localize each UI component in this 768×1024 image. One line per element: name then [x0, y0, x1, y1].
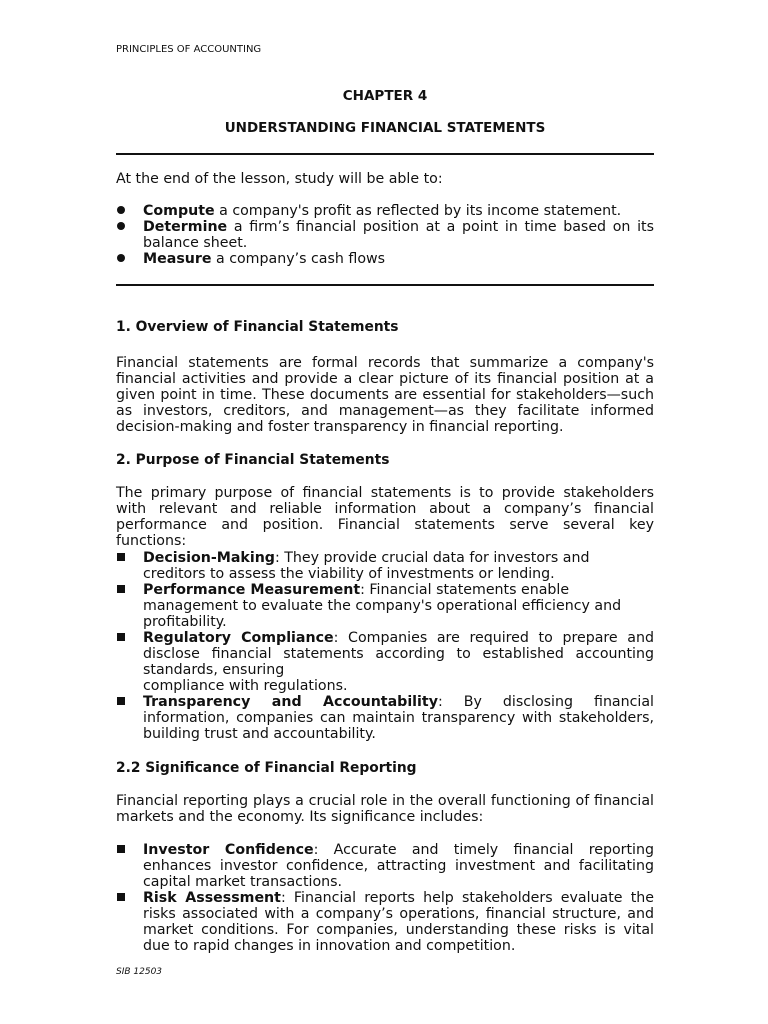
objective-term: Measure	[143, 251, 212, 267]
bullet-icon	[117, 222, 125, 230]
item-term: Regulatory Compliance	[143, 630, 334, 646]
section-paragraph: The primary purpose of financial statements is to provide stakeholders with relevant and reliable information about a company’s financial performance and position. Financial statements serve several key functions:	[116, 485, 654, 549]
section-heading: 2.2 Significance of Financial Reporting	[116, 760, 417, 776]
bullet-icon	[117, 206, 125, 214]
objective-text: a company’s cash flows	[211, 251, 385, 267]
list-item	[116, 890, 654, 954]
objective-term: Determine	[143, 219, 228, 235]
bullet-icon	[117, 254, 125, 262]
square-bullet-icon	[117, 553, 125, 561]
list-item	[116, 582, 654, 630]
square-bullet-icon	[117, 585, 125, 593]
item-text: : Accurate and timely financial reporting enhances investor confidence, attracting investment and facilitating capital market transactions.	[143, 842, 654, 890]
square-bullet-icon	[117, 845, 125, 853]
chapter-title: UNDERSTANDING FINANCIAL STATEMENTS	[224, 120, 546, 136]
item-text: : Companies are required to prepare and disclose financial statements according to established accounting standards, ensuring	[143, 630, 654, 678]
item-text-continued: compliance with regulations.	[143, 678, 348, 694]
divider-bottom	[116, 284, 654, 286]
list-item	[116, 630, 654, 694]
objective-text: a firm’s financial position at a point in time based on its balance sheet.	[143, 219, 654, 251]
item-term: Investor Confidence	[143, 842, 314, 858]
section-paragraph: Financial reporting plays a crucial role in the overall functioning of financial markets and the economy. Its significance includes:	[116, 793, 654, 825]
item-text: : Financial statements enable management to evaluate the company's operational efficiency and profitability.	[143, 582, 622, 630]
list-item	[116, 251, 654, 267]
list-item	[116, 842, 654, 890]
divider-top	[116, 153, 654, 155]
objectives-list	[116, 203, 654, 267]
list-item	[116, 694, 654, 742]
list-item	[116, 219, 654, 251]
item-text: : They provide crucial data for investors and creditors to assess the viability of investments or lending.	[143, 550, 590, 582]
item-term: Transparency and Accountability	[143, 694, 438, 710]
chapter-number: CHAPTER 4	[342, 88, 428, 104]
significance-list	[116, 842, 654, 954]
item-term: Risk Assessment	[143, 890, 281, 906]
item-term: Performance Measurement	[143, 582, 361, 598]
list-item	[116, 203, 654, 219]
item-text: : Financial reports help stakeholders evaluate the risks associated with a company’s operations, financial structure, and market conditions. For companies, understanding these risks is vital due to rapid changes in innovation and competition.	[143, 890, 654, 954]
section-paragraph: Financial statements are formal records that summarize a company's financial activities and provide a clear picture of its financial position at a given point in time. These documents are essential for stakeholders—such as investors, creditors, and management—as they facilitate informed decision-making and foster transparency in financial reporting.	[116, 355, 654, 435]
item-text: : By disclosing financial information, companies can maintain transparency with stakeholders, building trust and accountability.	[143, 694, 654, 742]
footer-code: SIB 12503	[116, 967, 163, 977]
square-bullet-icon	[117, 697, 125, 705]
objective-term: Compute	[143, 203, 215, 219]
square-bullet-icon	[117, 893, 125, 901]
square-bullet-icon	[117, 633, 125, 641]
objectives-intro: At the end of the lesson, study will be able to:	[116, 171, 443, 187]
item-term: Decision-Making	[143, 550, 275, 566]
list-item	[116, 550, 654, 582]
section-heading: 1. Overview of Financial Statements	[116, 319, 399, 335]
objective-text: a company's profit as reflected by its income statement.	[214, 203, 622, 219]
purpose-list	[116, 550, 654, 742]
running-header: PRINCIPLES OF ACCOUNTING	[116, 44, 262, 55]
section-heading: 2. Purpose of Financial Statements	[116, 452, 390, 468]
